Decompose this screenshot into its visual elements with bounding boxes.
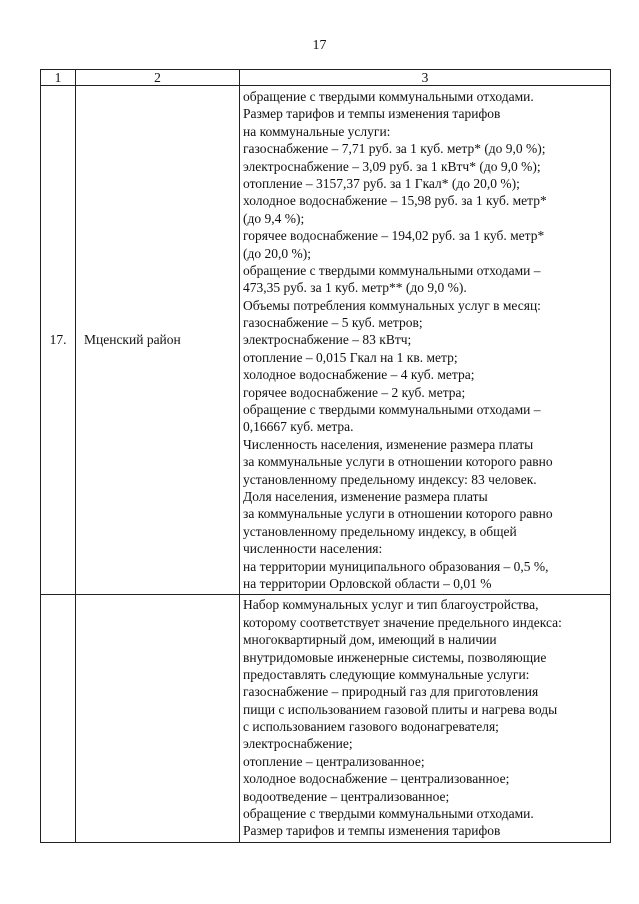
text-line: 473,35 руб. за 1 куб. метр** (до 9,0 %). — [243, 280, 467, 296]
text-line: Размер тарифов и темпы изменения тарифов — [243, 106, 501, 122]
row-number — [41, 595, 76, 842]
text-line: Объемы потребления коммунальных услуг в месяц: — [243, 297, 541, 313]
text-line: отопление – 3157,37 руб. за 1 Гкал* (до 20,0 %); — [243, 175, 520, 191]
text-line: (до 20,0 %); — [243, 245, 311, 261]
text-line: многоквартирный дом, имеющий в наличии — [243, 632, 497, 648]
text-line: на коммунальные услуги: — [243, 123, 391, 139]
text-line: газоснабжение – природный газ для приготовления — [243, 684, 539, 700]
text-line: установленному предельному индексу, в общей — [243, 523, 517, 539]
description-lines — [243, 596, 610, 839]
text-line: внутридомовые инженерные системы, позволяющие — [243, 649, 547, 665]
text-line: отопление – 0,015 Гкал на 1 кв. метр; — [243, 349, 458, 365]
text-line: газоснабжение – 7,71 руб. за 1 куб. метр* (до 9,0 %); — [243, 141, 546, 157]
text-line: на территории муниципального образования – 0,5 %, — [243, 558, 549, 574]
text-line: с использованием газового водонагревателя; — [243, 719, 499, 735]
description-lines — [243, 88, 610, 592]
text-line: 0,16667 куб. метра. — [243, 419, 354, 435]
column-header-description: 3 — [240, 70, 611, 86]
district-name: Мценский район — [76, 86, 240, 595]
text-line: предоставлять следующие коммунальные услуги: — [243, 666, 530, 682]
text-line: электроснабжение – 83 кВтч; — [243, 332, 412, 348]
text-line: газоснабжение – 5 куб. метров; — [243, 315, 423, 331]
column-header-name: 2 — [76, 70, 240, 86]
text-line: установленному предельному индексу: 83 человек. — [243, 471, 537, 487]
page-number: 17 — [312, 38, 327, 53]
table-header-row — [41, 70, 611, 86]
table-row — [41, 595, 611, 842]
text-line: отопление – централизованное; — [243, 753, 425, 769]
text-line: обращение с твердыми коммунальными отходами. — [243, 89, 534, 104]
text-line: обращение с твердыми коммунальными отходами. — [243, 806, 534, 822]
row-number: 17. — [41, 86, 76, 595]
text-line: Численность населения, изменение размера платы — [243, 436, 534, 452]
text-line: обращение с твердыми коммунальными отходами – — [243, 402, 541, 418]
text-line: Доля населения, изменение размера платы — [243, 488, 488, 504]
tariff-table — [40, 69, 611, 843]
text-line: которому соответствует значение предельного индекса: — [243, 614, 562, 630]
table-row — [41, 86, 611, 595]
district-name — [76, 595, 240, 842]
text-line: пищи с использованием газовой плиты и нагрева воды — [243, 701, 558, 717]
text-line: численности населения: — [243, 541, 383, 557]
text-line: холодное водоснабжение – 15,98 руб. за 1 куб. метр* — [243, 193, 547, 209]
text-line: электроснабжение – 3,09 руб. за 1 кВтч* (до 9,0 %); — [243, 158, 541, 174]
text-line: электроснабжение; — [243, 736, 353, 752]
text-line: холодное водоснабжение – централизованное; — [243, 771, 510, 787]
text-line: горячее водоснабжение – 194,02 руб. за 1 куб. метр* — [243, 228, 545, 244]
column-header-number: 1 — [41, 70, 76, 86]
text-line: Набор коммунальных услуг и тип благоустройства, — [243, 597, 539, 613]
text-line: за коммунальные услуги в отношении которого равно — [243, 506, 553, 522]
text-line: на территории Орловской области – 0,01 % — [243, 575, 492, 591]
text-line: Размер тарифов и темпы изменения тарифов — [243, 823, 501, 839]
text-line: водоотведение – централизованное; — [243, 788, 450, 804]
text-line: обращение с твердыми коммунальными отходами – — [243, 262, 541, 278]
text-line: (до 9,4 %); — [243, 210, 305, 226]
description-cell — [240, 595, 611, 842]
text-line: за коммунальные услуги в отношении которого равно — [243, 454, 553, 470]
text-line: холодное водоснабжение – 4 куб. метра; — [243, 367, 475, 383]
description-cell — [240, 86, 611, 595]
text-line: горячее водоснабжение – 2 куб. метра; — [243, 384, 466, 400]
